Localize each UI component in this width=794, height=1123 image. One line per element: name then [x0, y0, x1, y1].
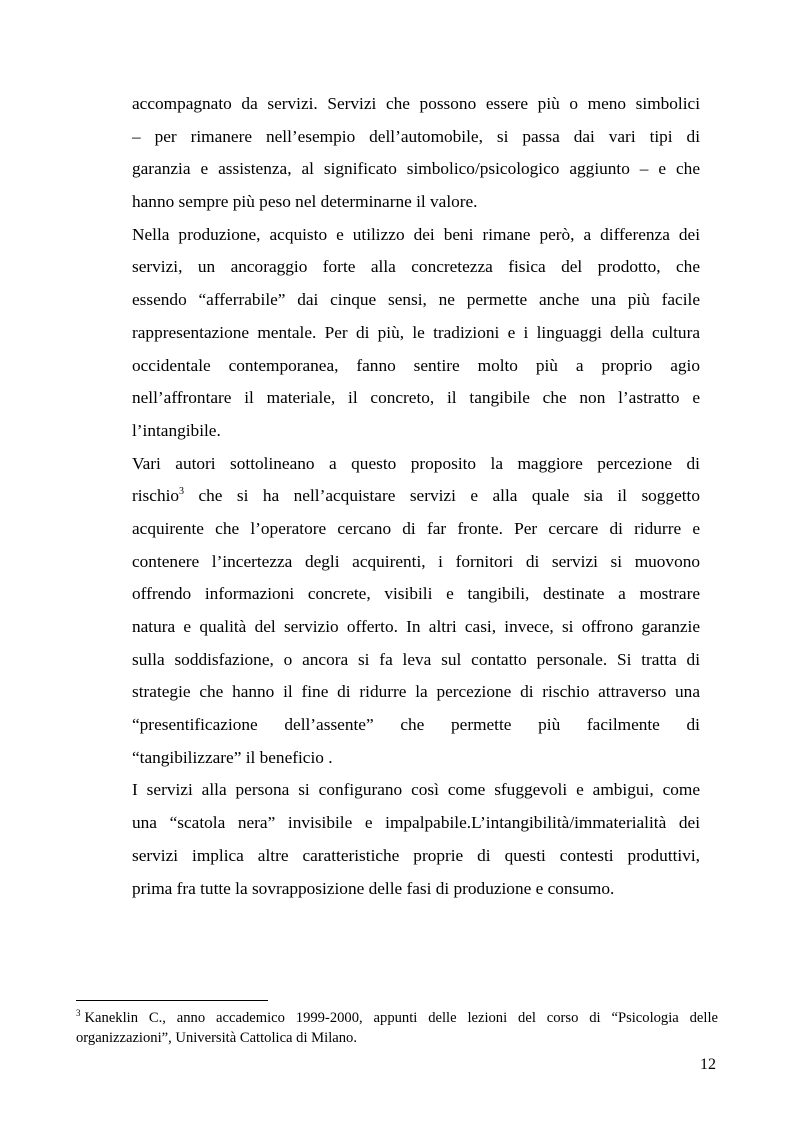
text-line: – per rimanere nell’esempio dell’automobile, si passa dai vari tipi di: [132, 126, 700, 146]
text-line: accompagnato da servizi. Servizi che possono essere più o meno simbolici: [132, 94, 700, 113]
text-line: garanzia e assistenza, al significato simbolico/psicologico aggiunto – e che: [132, 159, 700, 179]
text-line: servizi implica altre caratteristiche proprie di questi contesti produttivi,: [132, 845, 700, 865]
text-line: sulla soddisfazione, o ancora si fa leva sul contatto personale. Si tratta di: [132, 649, 700, 669]
text-line: essendo “afferrabile” dai cinque sensi, ne permette anche una più facile: [132, 290, 700, 310]
page-number: 12: [700, 1056, 716, 1073]
footnote-reference[interactable]: 3: [179, 486, 185, 498]
footnote-line: [76, 1008, 718, 1028]
text-line: una “scatola nera” invisibile e impalpabile.L’intangibilità/immaterialità dei: [132, 813, 700, 833]
text-line: hanno sempre più peso nel determinarne il valore.: [132, 192, 478, 212]
text-line: strategie che hanno il fine di ridurre la percezione di rischio attraverso una: [132, 682, 700, 702]
text-line: I servizi alla persona si configurano così come sfuggevoli e ambigui, come: [132, 780, 700, 800]
text-fragment: che si ha nell’acquistare servizi e alla quale sia il soggetto: [184, 486, 700, 506]
text-line: offrendo informazioni concrete, visibili e tangibili, destinate a mostrare: [132, 584, 700, 604]
footnote: [76, 1008, 718, 1048]
text-fragment: rischio: [132, 486, 180, 506]
text-line: prima fra tutte la sovrapposizione delle fasi di produzione e consumo.: [132, 878, 615, 898]
text-line: natura e qualità del servizio offerto. In altri casi, invece, si offrono garanzie: [132, 617, 700, 636]
text-line: nell’affrontare il materiale, il concreto, il tangibile che non l’astratto e: [132, 388, 700, 408]
text-line: “tangibilizzare” il beneficio .: [132, 747, 333, 767]
text-line: occidentale contemporanea, fanno sentire molto più a proprio agio: [132, 355, 700, 375]
text-line: Vari autori sottolineano a questo proposito la maggiore percezione di: [132, 453, 700, 473]
footnote-text: Kaneklin C., anno accademico 1999-2000, appunti delle lezioni del corso di “Psicologia delle: [84, 1010, 718, 1026]
footnote-line: organizzazioni”, Università Cattolica di Milano.: [76, 1030, 357, 1046]
text-line: l’intangibile.: [132, 420, 221, 440]
body-text: [132, 88, 700, 905]
text-line-with-footnote-ref: [132, 480, 700, 513]
footnote-separator: [76, 1000, 268, 1001]
text-line: contenere l’incertezza degli acquirenti, i fornitori di servizi si muovono: [132, 551, 700, 571]
text-line: Nella produzione, acquisto e utilizzo dei beni rimane però, a differenza dei: [132, 224, 700, 244]
text-line: servizi, un ancoraggio forte alla concretezza fisica del prodotto, che: [132, 257, 700, 277]
text-line: rappresentazione mentale. Per di più, le tradizioni e i linguaggi della cultura: [132, 322, 700, 342]
footnote-number: 3: [76, 1008, 81, 1018]
text-line: “presentificazione dell’assente” che permette più facilmente di: [132, 715, 700, 735]
text-line: acquirente che l’operatore cercano di far fronte. Per cercare di ridurre e: [132, 518, 700, 538]
